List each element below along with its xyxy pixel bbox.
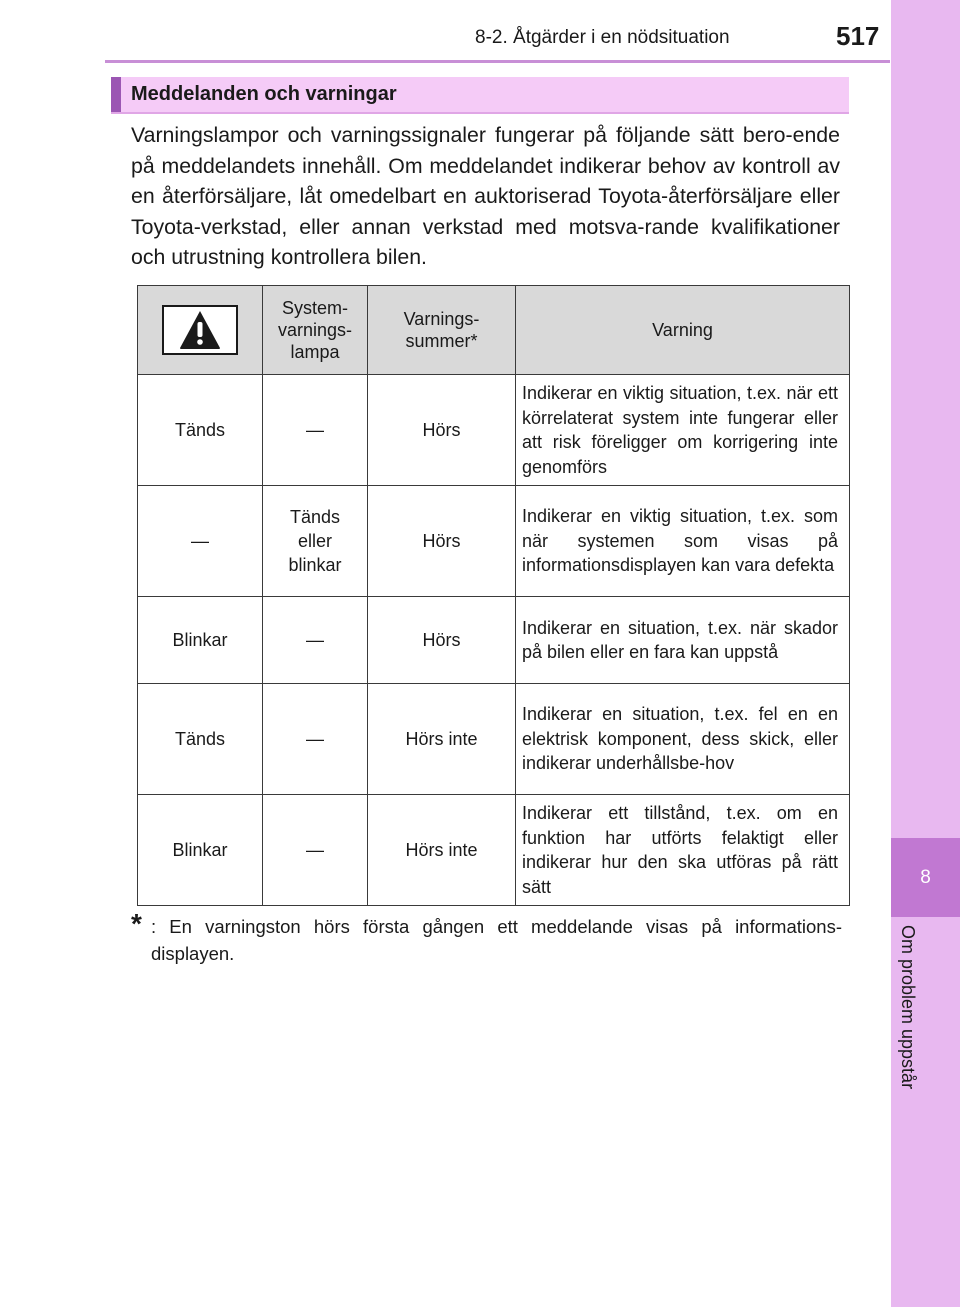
- chapter-title-text: Om problem uppstår: [898, 925, 918, 1090]
- system-lamp-header: System-varnings-lampa: [263, 286, 368, 375]
- section-heading-accent: [111, 77, 121, 112]
- system-cell: —: [263, 795, 368, 906]
- buzzer-cell: Hörs inte: [368, 795, 516, 906]
- page-number: 517: [836, 21, 880, 51]
- section-label: 8-2. Åtgärder i en nödsituation: [475, 27, 730, 48]
- buzzer-cell: Hörs inte: [368, 684, 516, 795]
- warning-cell: Indikerar en viktig situation, t.ex. när ett körrelaterat system inte fungerar eller att risk föreligger om korrigering inte genomförs: [516, 375, 850, 486]
- table-row: [138, 597, 850, 684]
- warning-table: [137, 285, 850, 906]
- warning-cell: Indikerar en viktig situation, t.ex. som när systemen som visas på informationsdisplayen kan vara defekta: [516, 486, 850, 597]
- warning-cell: Indikerar ett tillstånd, t.ex. om en funktion har utförts felaktigt eller indikerar hur den ska utföras på rätt sätt: [516, 795, 850, 906]
- system-cell: Tänds eller blinkar: [263, 486, 368, 597]
- chapter-number: 8: [891, 838, 960, 917]
- buzzer-cell: Hörs: [368, 375, 516, 486]
- footnote-text: : En varningston hörs första gången ett meddelande visas på informations-displayen.: [151, 916, 842, 964]
- master-cell: —: [138, 486, 263, 597]
- buzzer-cell: Hörs: [368, 486, 516, 597]
- table-row: [138, 375, 850, 486]
- buzzer-header: Varnings-summer*: [368, 286, 516, 375]
- section-heading: Meddelanden och varningar: [131, 83, 397, 105]
- warning-header: Varning: [516, 286, 850, 375]
- warning-cell: Indikerar en situation, t.ex. fel en en elektrisk komponent, dess skick, eller indikerar underhållsbe-hov: [516, 684, 850, 795]
- master-cell: Blinkar: [138, 597, 263, 684]
- footnote: [131, 908, 842, 967]
- chapter-title: [896, 925, 922, 1115]
- buzzer-cell: Hörs: [368, 597, 516, 684]
- warning-triangle-icon: [162, 305, 238, 355]
- master-warning-header: [138, 286, 263, 375]
- master-cell: Tänds: [138, 375, 263, 486]
- warning-cell: Indikerar en situation, t.ex. när skador på bilen eller en fara kan uppstå: [516, 597, 850, 684]
- footnote-marker: *: [131, 908, 142, 939]
- table-row: [138, 486, 850, 597]
- table-row: [138, 795, 850, 906]
- master-cell: Tänds: [138, 684, 263, 795]
- table-header-row: [138, 286, 850, 375]
- system-cell: —: [263, 375, 368, 486]
- header-rule: [105, 60, 890, 63]
- intro-paragraph: Varningslampor och varningssignaler fungerar på följande sätt bero-ende på meddelandets innehåll. Om meddelandet indikerar behov av kontroll av en återförsäljare, låt omedelbart en auktoriserad Toyota-återförsäljare eller Toyota-verkstad, eller annan verkstad med motsva-rande kvalifikationer och utrustning kontrollera bilen.: [131, 123, 840, 269]
- system-cell: —: [263, 684, 368, 795]
- system-cell: —: [263, 597, 368, 684]
- table-row: [138, 684, 850, 795]
- master-cell: Blinkar: [138, 795, 263, 906]
